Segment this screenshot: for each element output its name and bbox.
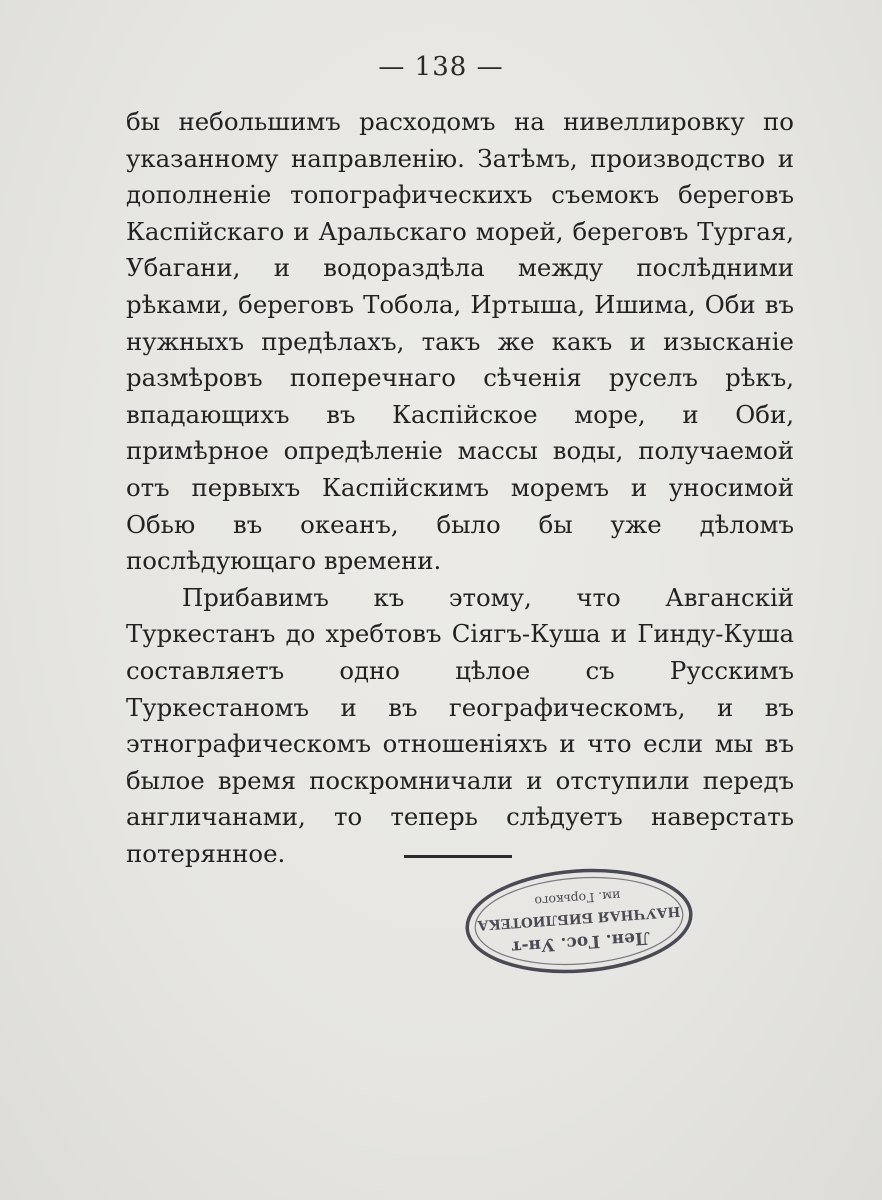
stamp-line-2: НАУЧНАЯ БИБЛИОТЕКА — [476, 902, 681, 934]
section-end-rule — [404, 855, 512, 858]
paragraph-1: бы небольшимъ расходомъ на нивеллировку по указанному направленію. Затѣмъ, производство и дополненіе топографическихъ съемокъ береговъ Каспійскаго и Аральскаго морей, береговъ Тургая, Убагани, и водораздѣла между послѣдними рѣками, береговъ Тобола, Иртыша, Ишима, Оби въ нужныхъ предѣлахъ, такъ же какъ и изысканіе размѣровъ поперечнаго сѣченія руселъ рѣкъ, впадающихъ въ Каспійское море, и Оби, примѣрное опредѣленіе массы воды, получаемой отъ первыхъ Каспійскимъ моремъ и уносимой Обью въ океанъ, было бы уже дѣломъ послѣдующаго времени. — [126, 107, 794, 576]
page-body-text — [126, 104, 794, 872]
stamp-line-3: им. Горького — [533, 888, 621, 910]
page-number: — 138 — — [378, 52, 504, 82]
library-stamp — [463, 865, 695, 977]
paragraph-2: Прибавимъ къ этому, что Авганскій Туркестанъ до хребтовъ Сіягъ-Куша и Гинду-Куша составляетъ одно цѣлое съ Русскимъ Туркестаномъ и въ географическомъ, и въ этнографическомъ отношеніяхъ и что если мы въ былое время поскромничали и отступили передъ англичанами, то теперь слѣдуетъ наверстать потерянное. — [126, 582, 794, 868]
stamp-line-1: Лен. Гос. Ун-т — [510, 927, 651, 957]
